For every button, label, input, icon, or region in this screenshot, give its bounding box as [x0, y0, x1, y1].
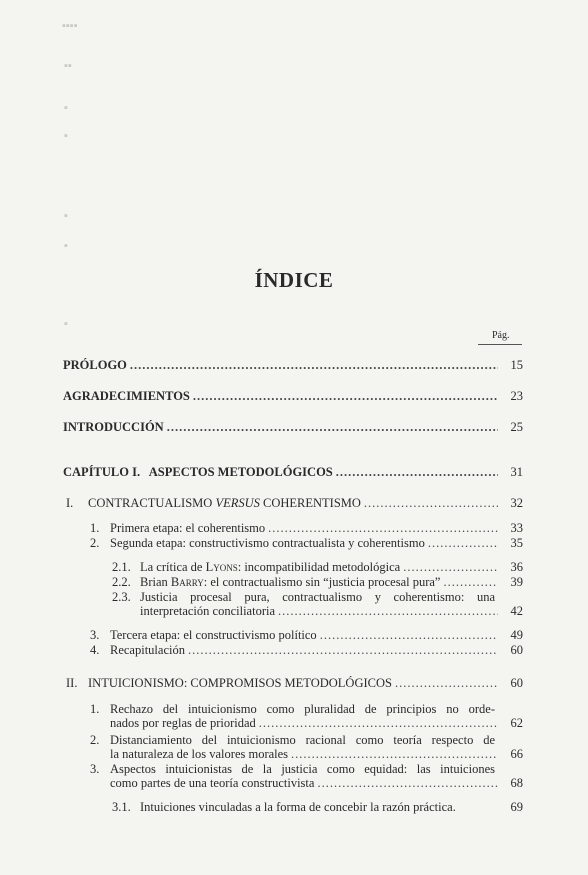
toc-page-number: 68 — [510, 776, 523, 790]
toc-entry-section-2[interactable] — [66, 676, 523, 690]
leader-dots — [317, 776, 498, 790]
toc-entry-last-line — [140, 604, 523, 618]
toc-entry-number: 1. — [90, 521, 100, 535]
toc-entry-section-1[interactable] — [66, 496, 523, 510]
toc-page-number: 31 — [510, 465, 523, 479]
toc-entry-title: Tercera etapa: el constructivismo político — [110, 628, 317, 642]
leader-dots — [320, 628, 498, 642]
toc-entry-last-line — [110, 776, 523, 790]
toc-entry-title: PRÓLOGO — [63, 358, 127, 372]
toc-page-number: 42 — [510, 604, 523, 618]
toc-entry-number: 4. — [90, 643, 100, 657]
toc-page-number: 69 — [510, 800, 523, 814]
bleed-through-mark: ▪ — [64, 318, 68, 330]
toc-entry-number: II. — [66, 676, 78, 690]
toc-entry-2-2[interactable] — [90, 733, 523, 761]
leader-dots — [278, 604, 498, 618]
bleed-through-mark: ▪ — [64, 130, 68, 142]
bleed-through-mark: ▪▪▪▪ — [62, 20, 78, 32]
toc-entry-number: 3. — [90, 628, 100, 642]
toc-entry-introduccion[interactable] — [63, 420, 523, 434]
toc-entry-title: Segunda etapa: constructivismo contractualista y coherentismo — [110, 536, 425, 550]
toc-entry-1-1[interactable] — [90, 521, 523, 535]
toc-entry-title: Brian Barry: el contractualismo sin “justicia procesal pura” — [140, 575, 441, 589]
bleed-through-mark: ▪ — [64, 102, 68, 114]
toc-entry-capitulo-1[interactable] — [63, 465, 523, 479]
bleed-through-mark: ▪ — [64, 240, 68, 252]
toc-entry-number: 2.2. — [112, 575, 131, 589]
leader-dots — [193, 389, 498, 403]
toc-page-number: 33 — [510, 521, 523, 535]
toc-page-number: 15 — [510, 358, 523, 372]
toc-entry-number: 2.1. — [112, 560, 131, 574]
toc-entry-title: Recapitulación — [110, 643, 185, 657]
toc-page-number: 60 — [510, 676, 523, 690]
toc-entry-agradecimientos[interactable] — [63, 389, 523, 403]
toc-page-number: 60 — [510, 643, 523, 657]
toc-entry-1-3[interactable] — [90, 628, 523, 642]
bleed-through-mark: ▪ — [64, 210, 68, 222]
leader-dots — [188, 643, 498, 657]
toc-entry-1-2[interactable] — [90, 536, 523, 550]
toc-page-number: 49 — [510, 628, 523, 642]
toc-entry-title: CAPÍTULO I. ASPECTOS METODOLÓGICOS — [63, 465, 333, 479]
toc-entry-1-2-1[interactable] — [112, 560, 523, 574]
toc-entry-title: La crítica de Lyons: incompatibilidad metodológica — [140, 560, 401, 574]
leader-dots — [443, 575, 498, 589]
leader-dots — [259, 716, 498, 730]
leader-dots — [268, 521, 498, 535]
leader-dots — [130, 358, 498, 372]
page-title: ÍNDICE — [254, 268, 334, 292]
toc-entry-title-line-1: Justicia procesal pura, contractualismo y coherentismo: una — [140, 590, 495, 604]
toc-entry-prologo[interactable] — [63, 358, 523, 372]
toc-page-number: 25 — [510, 420, 523, 434]
leader-dots — [364, 496, 498, 510]
toc-entry-title: Intuiciones vinculadas a la forma de concebir la razón práctica. — [140, 800, 456, 814]
toc-entry-title: CONTRACTUALISMO VERSUS COHERENTISMO — [88, 496, 361, 510]
toc-entry-number: I. — [66, 496, 74, 510]
toc-entry-number: 1. — [90, 702, 100, 716]
page-column-rule — [478, 344, 522, 345]
leader-dots — [291, 747, 498, 761]
toc-entry-title-line-1: Aspectos intuicionistas de la justicia como equidad: las intuiciones — [110, 762, 495, 776]
toc-entry-number: 3. — [90, 762, 100, 776]
toc-page-number: 23 — [510, 389, 523, 403]
leader-dots — [395, 676, 498, 690]
toc-entry-last-line — [110, 716, 523, 730]
toc-entry-number: 3.1. — [112, 800, 131, 814]
toc-entry-2-1[interactable] — [90, 702, 523, 730]
toc-entry-number: 2. — [90, 733, 100, 747]
toc-entry-title-line-2: como partes de una teoría constructivista — [110, 776, 315, 790]
leader-dots — [403, 560, 498, 574]
toc-entry-last-line — [110, 747, 523, 761]
toc-page-number: 62 — [510, 716, 523, 730]
toc-page-number: 36 — [510, 560, 523, 574]
toc-entry-title: Primera etapa: el coherentismo — [110, 521, 266, 535]
bleed-through-mark: ▪▪ — [64, 60, 72, 72]
toc-entry-1-4[interactable] — [90, 643, 523, 657]
toc-entry-title-line-1: Rechazo del intuicionismo como pluralidad de principios no orde- — [110, 702, 495, 716]
toc-entry-1-2-3[interactable] — [112, 590, 523, 618]
toc-page-number: 32 — [510, 496, 523, 510]
toc-entry-title: INTRODUCCIÓN — [63, 420, 164, 434]
toc-entry-title-line-2: interpretación conciliatoria — [140, 604, 276, 618]
toc-entry-title: AGRADECIMIENTOS — [63, 389, 190, 403]
toc-entry-title-line-2: la naturaleza de los valores morales — [110, 747, 289, 761]
toc-entry-title-line-2: nados por reglas de prioridad — [110, 716, 256, 730]
toc-entry-number: 2. — [90, 536, 100, 550]
toc-page-number: 39 — [510, 575, 523, 589]
toc-page-number: 35 — [510, 536, 523, 550]
toc-entry-1-2-2[interactable] — [112, 575, 523, 589]
leader-dots — [167, 420, 498, 434]
toc-entry-2-3-1[interactable] — [112, 800, 523, 814]
toc-entry-number: 2.3. — [112, 590, 131, 604]
toc-entry-title-line-1: Distanciamiento del intuicionismo racional como teoría respecto de — [110, 733, 495, 747]
toc-entry-2-3[interactable] — [90, 762, 523, 790]
leader-dots — [428, 536, 498, 550]
toc-entry-title: INTUICIONISMO: COMPROMISOS METODOLÓGICOS — [88, 676, 392, 690]
toc-page-number: 66 — [510, 747, 523, 761]
leader-dots — [336, 465, 498, 479]
page-column-label: Pág. — [492, 330, 510, 341]
